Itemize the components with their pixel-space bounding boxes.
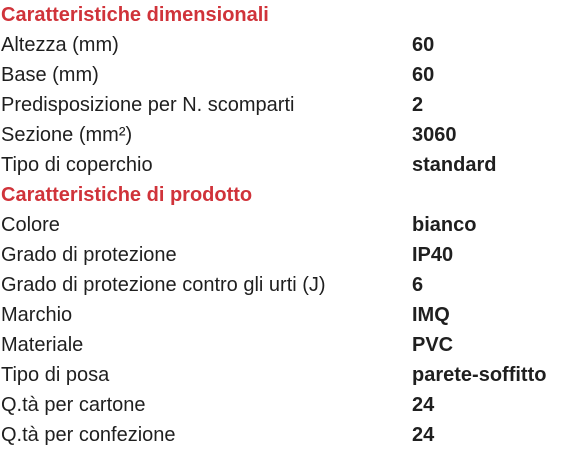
- spec-row-coperchio: [0, 150, 570, 180]
- spec-label: Altezza (mm): [1, 34, 119, 56]
- spec-row-sezione: [0, 120, 570, 150]
- spec-row-grado-protezione: [0, 240, 570, 270]
- spec-value: IMQ: [412, 304, 450, 326]
- spec-value: IP40: [412, 244, 454, 266]
- spec-label: Tipo di posa: [1, 364, 110, 386]
- spec-value: 60: [412, 64, 435, 86]
- spec-label: Grado di protezione: [1, 244, 177, 266]
- spec-label: Materiale: [1, 334, 84, 356]
- spec-value: 6: [412, 274, 424, 296]
- spec-label: Q.tà per confezione: [1, 424, 176, 446]
- spec-value: bianco: [412, 214, 477, 236]
- spec-label: Marchio: [1, 304, 73, 326]
- spec-value: PVC: [412, 334, 454, 356]
- spec-value: 60: [412, 34, 435, 56]
- spec-row-base: [0, 60, 570, 90]
- spec-label: Colore: [1, 214, 60, 236]
- section-title-dimensional: Caratteristiche dimensionali: [1, 4, 269, 26]
- spec-value: 2: [412, 94, 424, 116]
- spec-row-altezza: [0, 30, 570, 60]
- spec-label: Predisposizione per N. scomparti: [1, 94, 295, 116]
- spec-row-cartone: [0, 390, 570, 420]
- spec-row-colore: [0, 210, 570, 240]
- spec-row-posa: [0, 360, 570, 390]
- spec-value: 3060: [412, 124, 457, 146]
- spec-label: Base (mm): [1, 64, 99, 86]
- spec-label: Sezione (mm²): [1, 124, 133, 146]
- spec-row-scomparti: [0, 90, 570, 120]
- section-title-product: Caratteristiche di prodotto: [1, 184, 253, 206]
- spec-label: Tipo di coperchio: [1, 154, 153, 176]
- spec-row-confezione: [0, 420, 570, 450]
- spec-row-marchio: [0, 300, 570, 330]
- spec-row-materiale: [0, 330, 570, 360]
- spec-value: 24: [412, 424, 435, 446]
- spec-label: Q.tà per cartone: [1, 394, 146, 416]
- spec-row-urti: [0, 270, 570, 300]
- spec-value: 24: [412, 394, 435, 416]
- spec-value: parete-soffitto: [412, 364, 547, 386]
- spec-label: Grado di protezione contro gli urti (J): [1, 274, 326, 296]
- spec-value: standard: [412, 154, 497, 176]
